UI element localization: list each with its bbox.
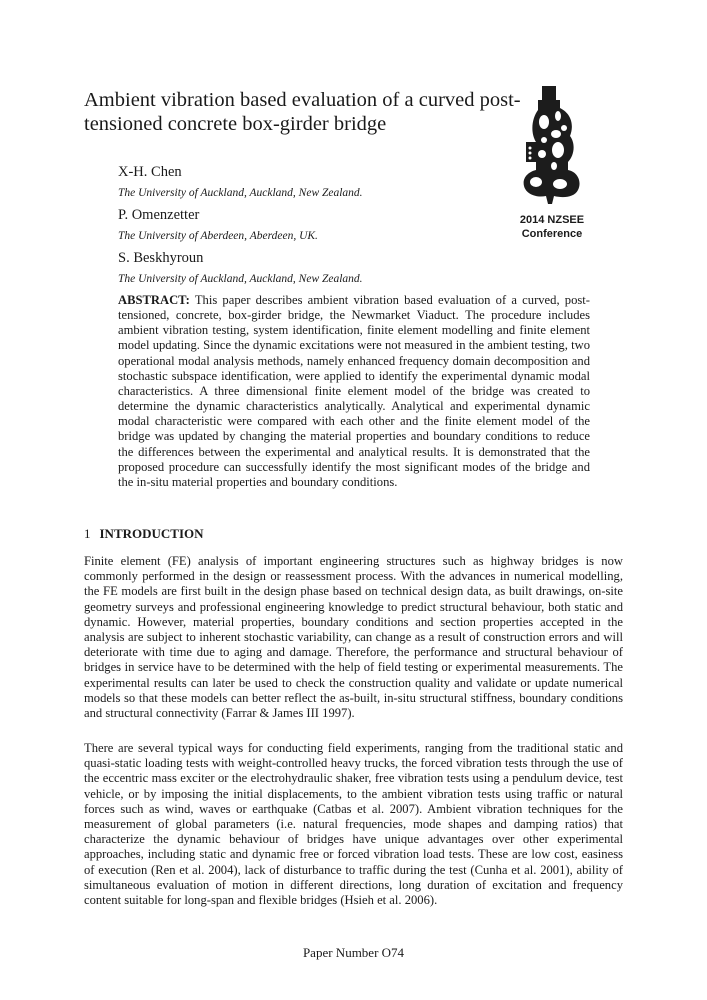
author-name: X-H. Chen bbox=[118, 164, 182, 180]
body-paragraph: There are several typical ways for conducting field experiments, ranging from the traditional static and quasi-static loading tests with weight-controlled heavy trucks, the forced vibration tests through the use of the eccentric mass exciter or the electrohydraulic shaker, free vibration tests using a pendulum device, test vehicle, or by imposing the initial displacements, to the ambient vibration tests using traffic or natural forces such as wind, waves or earthquake (Catbas et al. 2007). Ambient vibration techniques for the measurement of global parameters (i.e. natural frequencies, mode shapes and damping ratios) that characterize the dynamic behaviour of bridges have unique advantages over other experimental approaches, including static and dynamic free or forced vibration load tests. These are low cost, easiness of execution (Ren et al. 2004), lack of disturbance to traffic during the test (Cunha et al. 2001), ability of simultaneous evaluation of motion in different directions, long duration of excitation and frequency content suitable for long-span and flexible bridges (Hsieh et al. 2006). bbox=[84, 741, 623, 908]
conference-caption-line: 2014 NZSEE bbox=[519, 214, 585, 226]
author-affiliation: The University of Aberdeen, Aberdeen, UK. bbox=[118, 230, 318, 242]
abstract-text: This paper describes ambient vibration based evaluation of a curved, post-tensioned, concrete, box-girder bridge, the Newmarket Viaduct. The procedure includes ambient vibration testing, system identification, finite element modelling and finite element model updating. Since the dynamic excitations were not measured in the ambient testing, two operational modal analysis methods, namely enhanced frequency domain decomposition and stochastic subspace identification, were applied to identify the experimental dynamic modal characteristics. A three dimensional finite element model of the bridge was created to determine the dynamic characteristics analytically. Analytical and experimental dynamic modal characteristic were compared with each other and the finite element model of the bridge was updated by changing the material properties and boundary conditions to reduce the differences between the experimental and analytical results. It is demonstrated that the proposed procedure can successfully identify the most significant modes of the bridge and the in-situ material properties and boundary conditions. bbox=[118, 293, 590, 489]
nzsee-carving-logo-icon bbox=[520, 86, 584, 210]
author-name: P. Omenzetter bbox=[118, 207, 200, 223]
section-number: 1 bbox=[84, 526, 91, 541]
author-affiliation: The University of Auckland, Auckland, New Zealand. bbox=[118, 187, 363, 199]
author-name: S. Beskhyroun bbox=[118, 250, 204, 266]
paper-title-line: tensioned concrete box-girder bridge bbox=[84, 113, 387, 135]
body-paragraph: Finite element (FE) analysis of important engineering structures such as highway bridges is now commonly performed in the design or reassessment process. With the advances in numerical modelling, the FE models are first built in the design phase based on technical design data, as built drawings, on-site geometry surveys and professional engineering knowledge to predict structural behaviour, both static and dynamic. However, material properties, boundary conditions and section properties accepted in the analysis are subject to inherent stochastic variability, can change as a result of construction errors and will deteriorate with time due to aging and damage. Therefore, the performance and structural behaviour of bridges in service have to be determined with the help of field testing or experimental measurements. The experimental results can later be used to check the construction quality and validate or update numerical models so that these models can better reflect the as-built, in-situ structural stiffness, boundary conditions and structural connectivity (Farrar & James III 1997). bbox=[84, 554, 623, 721]
nzsee-carving-logo-icon bbox=[520, 86, 584, 210]
paper-number-footer: Paper Number O74 bbox=[302, 945, 405, 960]
conference-caption-line: Conference bbox=[521, 228, 583, 240]
paper-title-line: Ambient vibration based evaluation of a curved post- bbox=[84, 89, 521, 111]
abstract bbox=[118, 293, 590, 490]
author-list bbox=[118, 162, 498, 291]
author-affiliation: The University of Auckland, Auckland, New Zealand. bbox=[118, 273, 363, 285]
conference-caption bbox=[505, 213, 599, 241]
paper-title bbox=[84, 88, 521, 136]
abstract-label: ABSTRACT: bbox=[118, 293, 190, 307]
section-title: INTRODUCTION bbox=[99, 526, 204, 541]
section-heading bbox=[84, 526, 204, 542]
